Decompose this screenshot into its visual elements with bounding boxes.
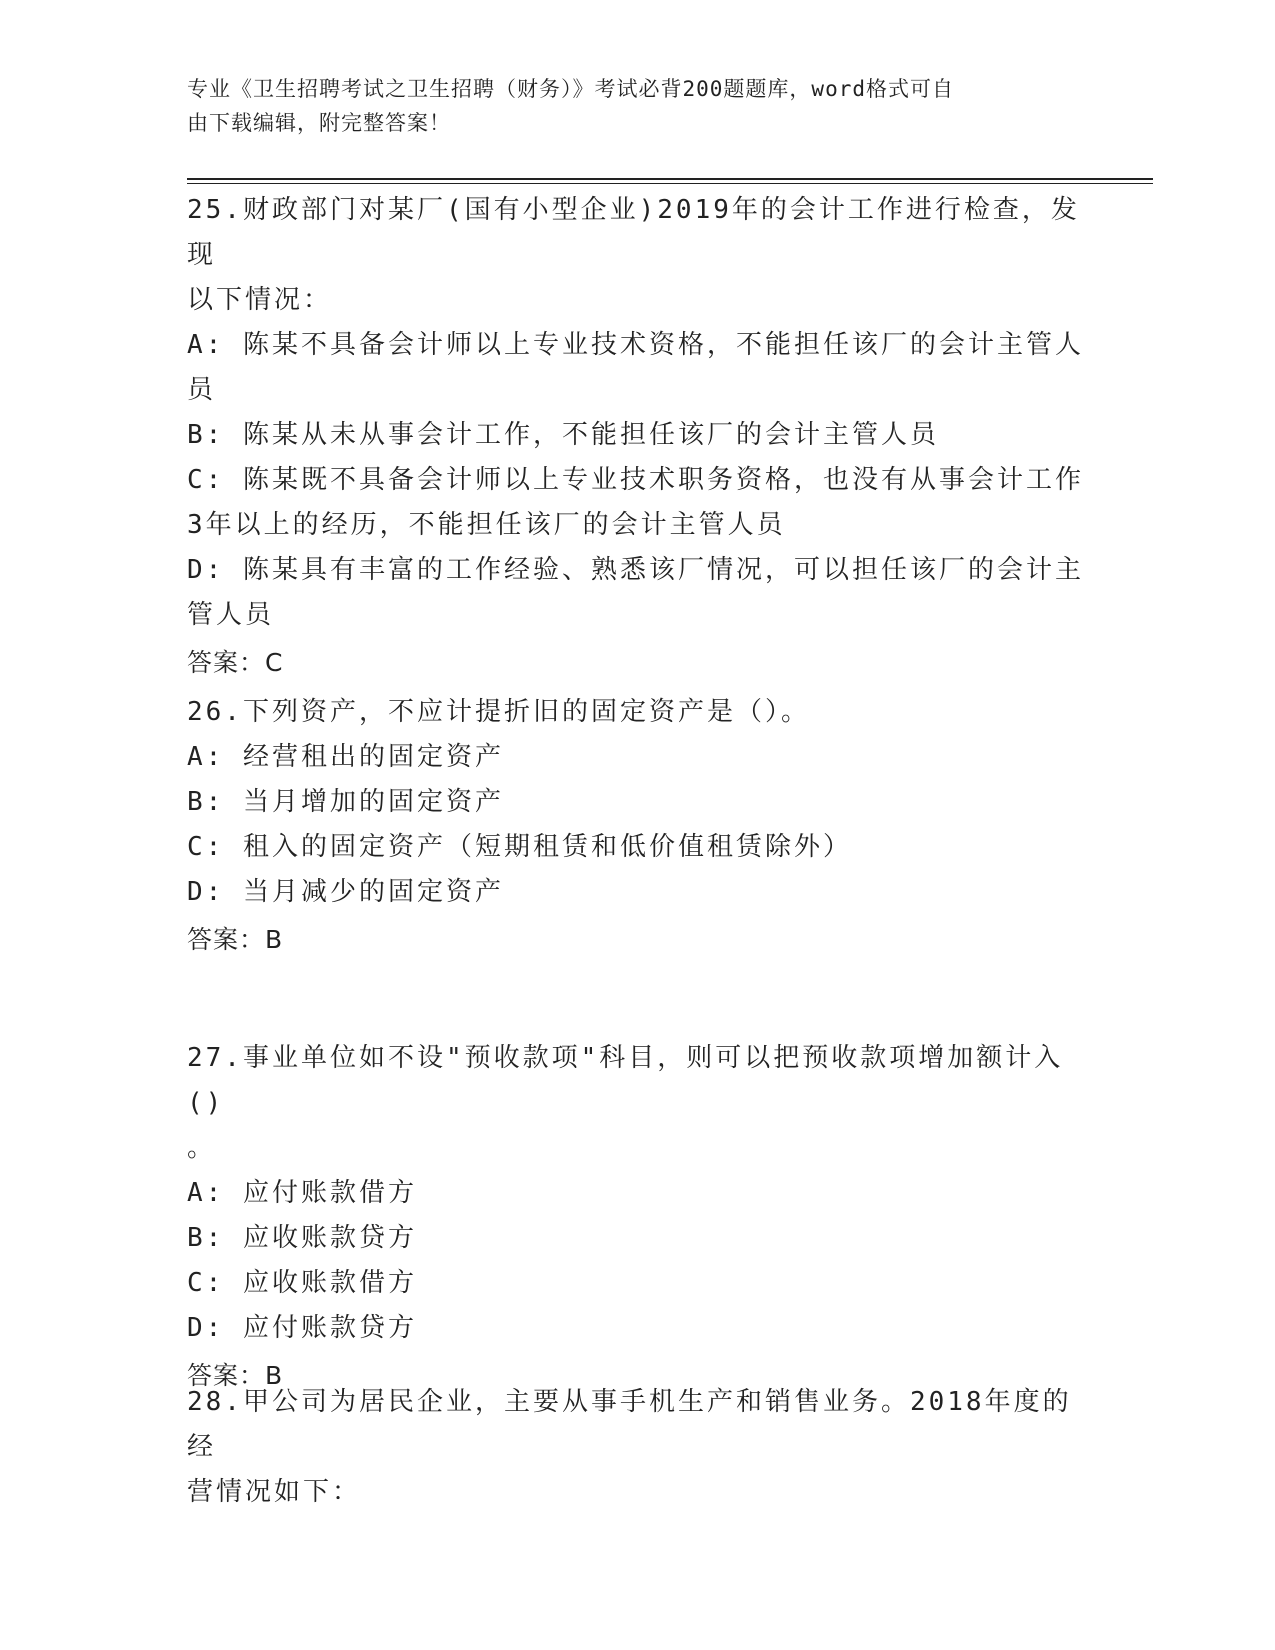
option-line: 3年以上的经历，不能担任该厂的会计主管人员 [187, 510, 786, 540]
option-line: A: 应付账款借方 [187, 1178, 417, 1208]
option-line: D: 当月减少的固定资产 [187, 877, 504, 907]
option-line: A: 经营租出的固定资产 [187, 742, 504, 772]
option-line: B: 当月增加的固定资产 [187, 787, 504, 817]
header-divider-thick [187, 178, 1153, 180]
option-line: D: 陈某具有丰富的工作经验、熟悉该厂情况，可以担任该厂的会计主 [187, 555, 1084, 585]
header-divider-thin [187, 183, 1153, 184]
question-27 [187, 1036, 1087, 1398]
question-28 [187, 1380, 1087, 1515]
question-stem-line: 28.甲公司为居民企业，主要从事手机生产和销售业务。2018年度的经 [187, 1387, 1072, 1462]
option-line: B: 应收账款贷方 [187, 1223, 417, 1253]
header-line-1: 专业《卫生招聘考试之卫生招聘（财务）》考试必背200题题库，word格式可自 [187, 77, 954, 101]
question-stem-line: 27.事业单位如不设"预收款项"科目，则可以把预收款项增加额计入() [187, 1043, 1064, 1118]
question-26 [187, 690, 1087, 962]
option-line: C: 应收账款借方 [187, 1268, 417, 1298]
question-stem-line: 营情况如下： [187, 1477, 362, 1507]
option-line: 管人员 [187, 600, 275, 630]
question-stem-line: 25.财政部门对某厂(国有小型企业)2019年的会计工作进行检查，发现 [187, 195, 1080, 270]
option-line: B: 陈某从未从事会计工作，不能担任该厂的会计主管人员 [187, 420, 939, 450]
question-stem-line: 26.下列资产，不应计提折旧的固定资产是（）。 [187, 697, 810, 727]
option-line: D: 应付账款贷方 [187, 1313, 417, 1343]
option-line: 员 [187, 375, 217, 405]
answer-label: 答案：B [187, 925, 284, 954]
question-stem-line: 以下情况： [187, 285, 333, 315]
question-stem-line: 。 [187, 1133, 217, 1163]
option-line: C: 陈某既不具备会计师以上专业技术职务资格，也没有从事会计工作 [187, 465, 1084, 495]
answer-label: 答案：C [187, 648, 284, 677]
document-header [187, 72, 1067, 140]
option-line: A: 陈某不具备会计师以上专业技术资格，不能担任该厂的会计主管人 [187, 330, 1084, 360]
answer-label: 答案：B [187, 1361, 284, 1390]
question-25 [187, 188, 1087, 685]
header-line-2: 由下载编辑，附完整答案！ [187, 111, 451, 135]
option-line: C: 租入的固定资产（短期租赁和低价值租赁除外） [187, 832, 852, 862]
